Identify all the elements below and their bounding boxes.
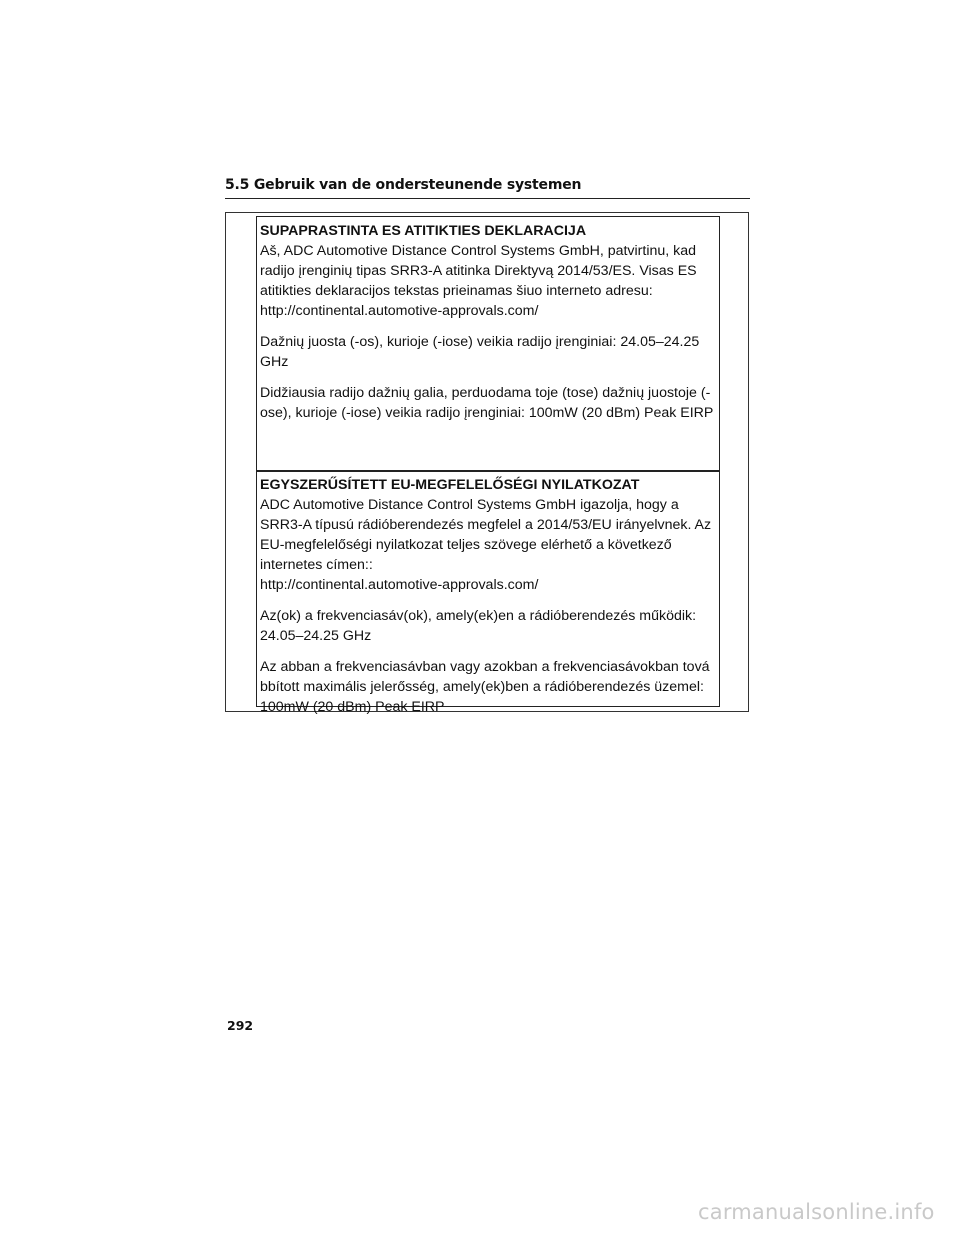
declaration-url: http://continental.automotive-approvals.com/ <box>260 303 539 319</box>
declaration-line: Az abban a frekvenciasávban vagy azokban a frekvenciasávokban tová <box>260 659 710 675</box>
declaration-url: http://continental.automotive-approvals.com/ <box>260 577 539 593</box>
declaration-line: bbított maximális jelerősség, amely(ek)ben a rádióberendezés üzemel: <box>260 679 704 695</box>
page-number: 292 <box>227 1018 254 1033</box>
declaration-lithuanian <box>256 216 720 472</box>
section-header: 5.5 Gebruik van de ondersteunende systemen <box>225 177 582 193</box>
declaration-line: Aš, ADC Automotive Distance Control Systems GmbH, patvirtinu, kad <box>260 243 697 259</box>
declaration-line: Dažnių juosta (-os), kurioje (-iose) veikia radijo įrenginiai: 24.05–24.25 <box>260 334 700 350</box>
declaration-line: atitikties deklaracijos tekstas prieinamas šiuo interneto adresu: <box>260 283 653 299</box>
declaration-title-lt: SUPAPRASTINTA ES ATITIKTIES DEKLARACIJA <box>260 223 587 239</box>
declaration-title-hu: EGYSZERŰSÍTETT EU-MEGFELELŐSÉGI NYILATKOZAT <box>260 477 640 493</box>
declaration-line: 24.05–24.25 GHz <box>260 628 372 644</box>
declaration-line: SRR3-A típusú rádióberendezés megfelel a 2014/53/EU irányelvnek. Az <box>260 517 712 533</box>
watermark: carmanualsonline.info <box>698 1200 935 1224</box>
declaration-line: internetes címen:: <box>260 557 373 573</box>
declaration-line: radijo įrenginių tipas SRR3-A atitinka Direktyvą 2014/53/ES. Visas ES <box>260 263 697 279</box>
declaration-hungarian <box>256 470 720 715</box>
declaration-line: EU-megfelelőségi nyilatkozat teljes szövege elérhető a következő <box>260 537 672 553</box>
declaration-line: ADC Automotive Distance Control Systems GmbH igazolja, hogy a <box>260 497 679 513</box>
declaration-line: Az(ok) a frekvenciasáv(ok), amely(ek)en a rádióberendezés működik: <box>260 608 697 624</box>
header-rule <box>225 198 750 199</box>
declaration-line: Didžiausia radijo dažnių galia, perduodama toje (tose) dažnių juostoje (- <box>260 385 711 401</box>
declaration-line: 100mW (20 dBm) Peak EIRP <box>260 699 445 715</box>
declaration-line: ose), kurioje (-iose) veikia radijo įrenginiai: 100mW (20 dBm) Peak EIRP <box>260 405 714 421</box>
declaration-line: GHz <box>260 354 289 370</box>
